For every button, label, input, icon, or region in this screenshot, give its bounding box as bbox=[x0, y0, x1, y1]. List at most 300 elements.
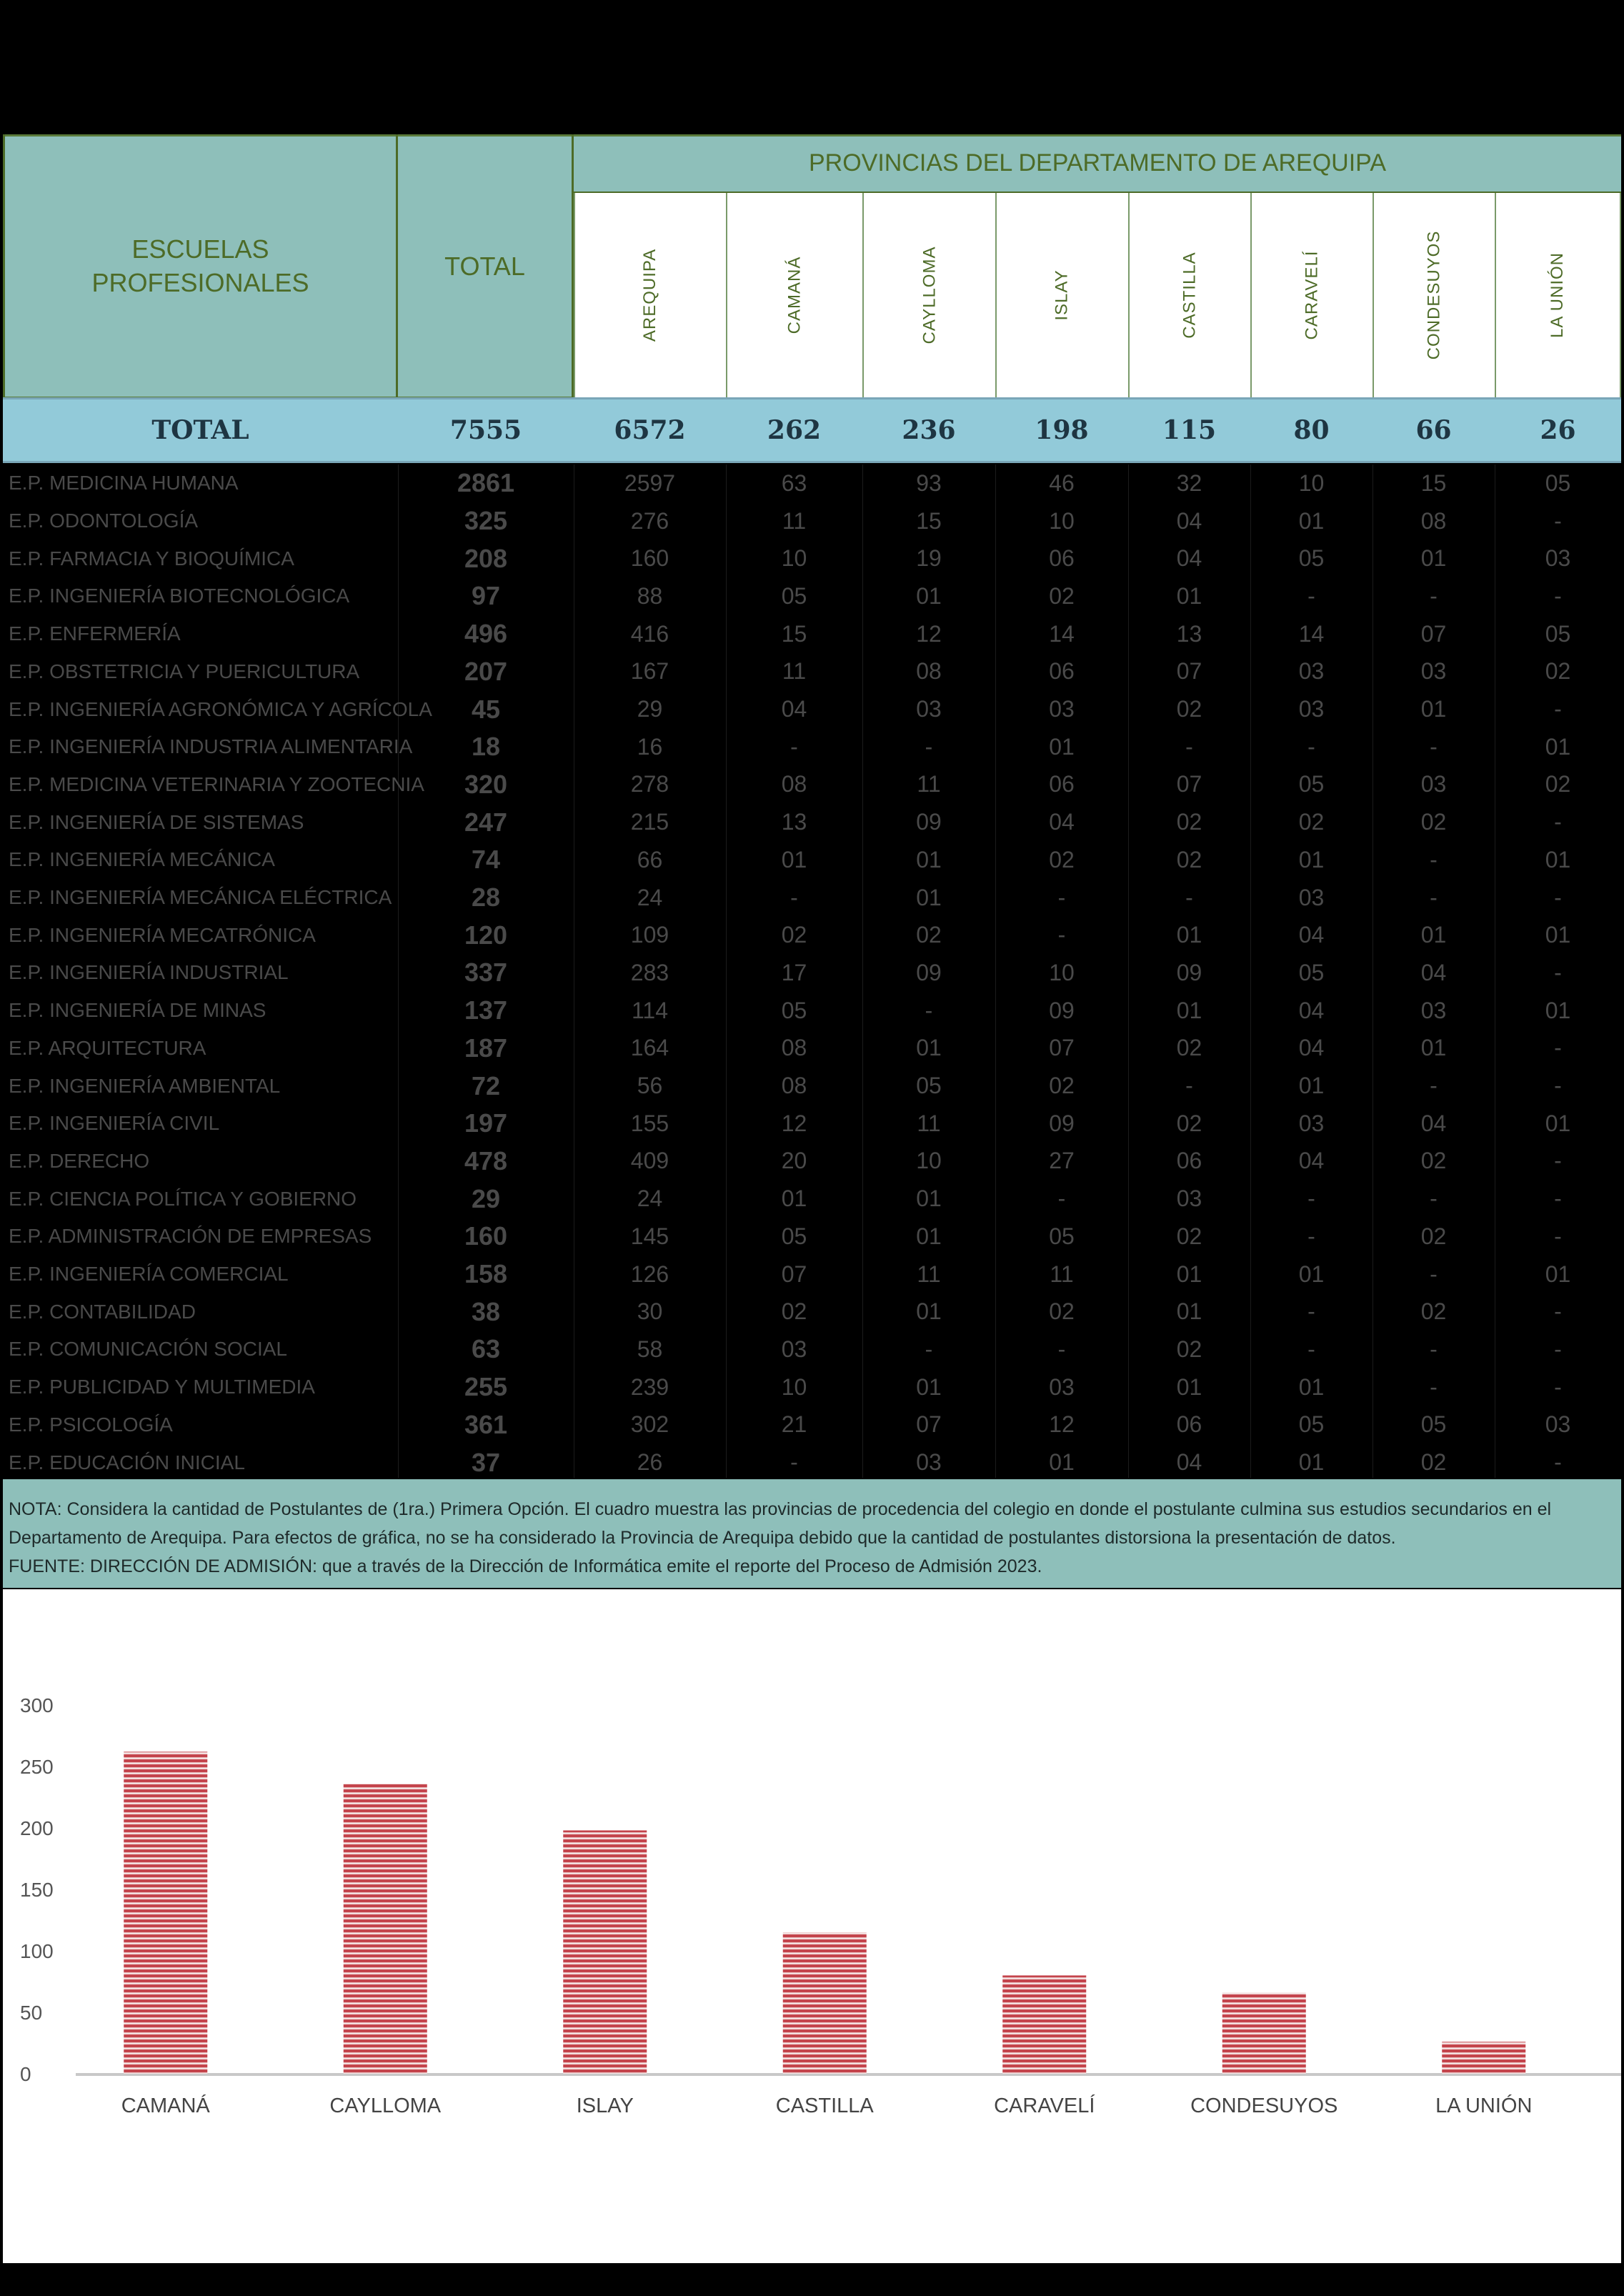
row-total-cell: 207 bbox=[464, 656, 508, 686]
province-value-cell: - bbox=[925, 1336, 933, 1362]
province-value-cell: 06 bbox=[1176, 1411, 1202, 1438]
row-total-cell: 97 bbox=[471, 581, 501, 611]
province-value-cell: 01 bbox=[1420, 1035, 1447, 1061]
province-value-cell: - bbox=[1185, 733, 1193, 760]
province-value-cell: 03 bbox=[781, 1336, 807, 1362]
x-category-label: LA UNIÓN bbox=[1435, 2094, 1533, 2117]
province-value-cell: 02 bbox=[781, 922, 807, 948]
province-value-cell: 03 bbox=[1049, 696, 1075, 722]
x-category-label: CAMANÁ bbox=[121, 2094, 210, 2117]
province-value-cell: 04 bbox=[1176, 1449, 1202, 1476]
total-row-value: 6572 bbox=[614, 415, 686, 445]
province-value-cell: 04 bbox=[1176, 507, 1202, 534]
province-value-cell: 02 bbox=[1545, 771, 1571, 797]
province-label: ISLAY bbox=[1052, 269, 1072, 321]
table-row bbox=[3, 577, 1621, 615]
province-value-cell: 12 bbox=[1049, 1411, 1075, 1438]
province-value-cell: 05 bbox=[1049, 1223, 1075, 1249]
province-col-la-union bbox=[1495, 193, 1621, 397]
province-value-cell: - bbox=[1430, 1186, 1438, 1212]
row-total-cell: 29 bbox=[471, 1183, 501, 1213]
province-value-cell: - bbox=[1307, 1223, 1315, 1249]
row-total-cell: 325 bbox=[464, 506, 508, 536]
school-name: E.P. ENFERMERÍA bbox=[9, 622, 181, 645]
bar bbox=[344, 1784, 427, 2074]
school-name: E.P. DERECHO bbox=[9, 1149, 150, 1172]
province-value-cell: 160 bbox=[630, 545, 669, 572]
province-value-cell: 01 bbox=[1298, 846, 1325, 873]
province-value-cell: 03 bbox=[1298, 658, 1325, 685]
province-value-cell: 05 bbox=[781, 1223, 807, 1249]
province-value-cell: 02 bbox=[1176, 809, 1202, 835]
row-total-cell: 478 bbox=[464, 1145, 508, 1176]
row-total-cell: 208 bbox=[464, 543, 508, 573]
province-value-cell: 01 bbox=[916, 1186, 942, 1212]
row-total-cell: 197 bbox=[464, 1108, 508, 1138]
table-row bbox=[3, 1030, 1621, 1068]
row-total-cell: 496 bbox=[464, 619, 508, 649]
province-value-cell: - bbox=[1430, 846, 1438, 873]
total-row-total: 7555 bbox=[449, 415, 522, 445]
province-value-cell: - bbox=[1430, 1261, 1438, 1287]
province-label: CASTILLA bbox=[1180, 252, 1200, 339]
note-line: NOTA: Considera la cantidad de Postulantes de (1ra.) Primera Opción. El cuadro muestra las provincias de procedencia del colegio en donde el postulante culmina sus estudios secundarios en el bbox=[9, 1499, 1552, 1519]
province-value-cell: 01 bbox=[1545, 733, 1571, 760]
table-row bbox=[3, 916, 1621, 954]
province-value-cell: 07 bbox=[1420, 620, 1447, 647]
table-row bbox=[3, 615, 1621, 653]
province-value-cell: 109 bbox=[630, 922, 669, 948]
school-name: E.P. INGENIERÍA INDUSTRIAL bbox=[9, 961, 289, 984]
province-value-cell: - bbox=[1307, 582, 1315, 609]
province-value-cell: 02 bbox=[1420, 809, 1447, 835]
province-value-cell: 01 bbox=[1176, 1373, 1202, 1400]
header-total-label: TOTAL bbox=[444, 251, 525, 281]
province-value-cell: 01 bbox=[1545, 1261, 1571, 1287]
province-value-cell: - bbox=[1554, 1336, 1562, 1362]
province-value-cell: 01 bbox=[1176, 1261, 1202, 1287]
province-value-cell: 24 bbox=[637, 1186, 663, 1212]
province-value-cell: - bbox=[790, 733, 798, 760]
province-value-cell: - bbox=[790, 884, 798, 910]
province-value-cell: 215 bbox=[630, 809, 669, 835]
province-value-cell: 04 bbox=[1298, 922, 1325, 948]
province-value-cell: 11 bbox=[917, 771, 941, 797]
province-value-cell: - bbox=[1554, 582, 1562, 609]
province-value-cell: 88 bbox=[637, 582, 663, 609]
province-value-cell: 11 bbox=[1050, 1261, 1074, 1287]
school-name: E.P. CIENCIA POLÍTICA Y GOBIERNO bbox=[9, 1187, 357, 1210]
table-row bbox=[3, 766, 1621, 804]
province-value-cell: 05 bbox=[781, 582, 807, 609]
table-row bbox=[3, 1256, 1621, 1293]
province-value-cell: 05 bbox=[1545, 620, 1571, 647]
province-value-cell: 07 bbox=[1049, 1035, 1075, 1061]
row-total-cell: 160 bbox=[464, 1221, 508, 1251]
province-value-cell: 05 bbox=[1420, 1411, 1447, 1438]
school-name: E.P. INGENIERÍA INDUSTRIA ALIMENTARIA bbox=[9, 735, 413, 758]
province-value-cell: 409 bbox=[630, 1148, 669, 1174]
row-total-cell: 74 bbox=[471, 845, 501, 875]
x-category-label: ISLAY bbox=[576, 2094, 634, 2117]
row-total-cell: 38 bbox=[471, 1296, 501, 1326]
school-name: E.P. INGENIERÍA BIOTECNOLÓGICA bbox=[9, 585, 350, 607]
school-name: E.P. INGENIERÍA MECÁNICA bbox=[9, 848, 275, 871]
province-value-cell: 02 bbox=[1176, 1223, 1202, 1249]
province-value-cell: 16 bbox=[637, 733, 663, 760]
province-value-cell: 32 bbox=[1176, 469, 1202, 496]
province-value-cell: 17 bbox=[781, 959, 807, 985]
province-value-cell: 26 bbox=[637, 1449, 663, 1476]
province-value-cell: 29 bbox=[637, 696, 663, 722]
province-label: CAMANÁ bbox=[784, 256, 804, 334]
y-tick-label: 0 bbox=[20, 2063, 31, 2085]
province-value-cell: - bbox=[1185, 1073, 1193, 1099]
province-value-cell: 01 bbox=[1176, 582, 1202, 609]
province-value-cell: 01 bbox=[1176, 997, 1202, 1023]
province-value-cell: 05 bbox=[916, 1073, 942, 1099]
province-value-cell: 416 bbox=[630, 620, 669, 647]
province-value-cell: - bbox=[1554, 507, 1562, 534]
row-total-cell: 28 bbox=[471, 883, 501, 913]
province-value-cell: 10 bbox=[1298, 469, 1325, 496]
province-value-cell: 09 bbox=[1049, 1110, 1075, 1136]
province-value-cell: 01 bbox=[1298, 507, 1325, 534]
province-value-cell: 114 bbox=[631, 997, 668, 1023]
province-value-cell: 02 bbox=[1176, 1110, 1202, 1136]
province-value-cell: 03 bbox=[1420, 997, 1447, 1023]
x-category-label: CONDESUYOS bbox=[1190, 2094, 1338, 2117]
province-value-cell: 01 bbox=[1298, 1373, 1325, 1400]
school-name: E.P. COMUNICACIÓN SOCIAL bbox=[9, 1338, 288, 1361]
total-row bbox=[3, 397, 1621, 463]
province-value-cell: 08 bbox=[781, 771, 807, 797]
row-total-cell: 137 bbox=[464, 995, 508, 1025]
province-value-cell: - bbox=[1554, 1373, 1562, 1400]
province-value-cell: 278 bbox=[630, 771, 669, 797]
province-value-cell: 06 bbox=[1049, 545, 1075, 572]
province-value-cell: 09 bbox=[916, 959, 942, 985]
province-col-islay bbox=[995, 193, 1128, 397]
school-name: E.P. ADMINISTRACIÓN DE EMPRESAS bbox=[9, 1225, 372, 1248]
province-value-cell: 167 bbox=[630, 658, 669, 685]
province-value-cell: 03 bbox=[916, 1449, 942, 1476]
province-value-cell: - bbox=[1554, 1035, 1562, 1061]
province-value-cell: 21 bbox=[781, 1411, 807, 1438]
y-tick-label: 100 bbox=[20, 1940, 54, 1962]
province-value-cell: 08 bbox=[1420, 507, 1447, 534]
province-value-cell: 03 bbox=[1545, 545, 1571, 572]
province-value-cell: 13 bbox=[1176, 620, 1202, 647]
province-value-cell: 07 bbox=[1176, 658, 1202, 685]
province-value-cell: 04 bbox=[1049, 809, 1075, 835]
province-value-cell: 12 bbox=[916, 620, 942, 647]
province-value-cell: 19 bbox=[916, 545, 942, 572]
province-value-cell: 15 bbox=[781, 620, 807, 647]
province-value-cell: 56 bbox=[637, 1073, 663, 1099]
province-col-arequipa bbox=[574, 193, 726, 397]
province-value-cell: 04 bbox=[1176, 545, 1202, 572]
table-row bbox=[3, 1443, 1621, 1481]
province-value-cell: 27 bbox=[1049, 1148, 1075, 1174]
province-value-cell: 01 bbox=[916, 582, 942, 609]
source-line: FUENTE: DIRECCIÓN DE ADMISIÓN: que a través de la Dirección de Informática emite el reporte del Proceso de Admisión 2023. bbox=[9, 1556, 1042, 1576]
row-total-cell: 158 bbox=[464, 1259, 508, 1289]
x-category-label: CARAVELÍ bbox=[994, 2094, 1095, 2117]
province-value-cell: 14 bbox=[1049, 620, 1075, 647]
province-label: AREQUIPA bbox=[640, 248, 660, 342]
province-value-cell: 04 bbox=[1298, 997, 1325, 1023]
province-value-cell: 01 bbox=[781, 846, 807, 873]
row-total-cell: 320 bbox=[464, 769, 508, 799]
province-value-cell: 07 bbox=[781, 1261, 807, 1287]
row-total-cell: 255 bbox=[464, 1372, 508, 1402]
school-name: E.P. ARQUITECTURA bbox=[9, 1036, 206, 1059]
school-name: E.P. INGENIERÍA DE MINAS bbox=[9, 999, 266, 1022]
province-value-cell: - bbox=[790, 1449, 798, 1476]
table-row bbox=[3, 1143, 1621, 1181]
y-tick-label: 300 bbox=[20, 1694, 54, 1716]
province-label: LA UNIÓN bbox=[1548, 252, 1568, 339]
province-label: CAYLLOMA bbox=[920, 246, 939, 344]
province-value-cell: - bbox=[1057, 922, 1066, 948]
school-name: E.P. CONTABILIDAD bbox=[9, 1300, 196, 1323]
province-value-cell: 02 bbox=[1049, 846, 1075, 873]
row-total-cell: 247 bbox=[464, 807, 508, 837]
province-value-cell: 03 bbox=[1420, 771, 1447, 797]
school-name: E.P. PUBLICIDAD Y MULTIMEDIA bbox=[9, 1376, 315, 1398]
table-row bbox=[3, 1293, 1621, 1331]
province-value-cell: 63 bbox=[781, 469, 807, 496]
province-value-cell: - bbox=[1057, 1186, 1066, 1212]
province-value-cell: 02 bbox=[781, 1298, 807, 1325]
total-row-value: 115 bbox=[1162, 415, 1217, 445]
province-value-cell: 02 bbox=[1049, 1073, 1075, 1099]
province-value-cell: 09 bbox=[916, 809, 942, 835]
province-value-cell: 09 bbox=[1176, 959, 1202, 985]
province-value-cell: 03 bbox=[916, 696, 942, 722]
row-total-cell: 337 bbox=[464, 958, 508, 988]
province-value-cell: - bbox=[925, 997, 933, 1023]
province-value-cell: 08 bbox=[916, 658, 942, 685]
total-row-value: 198 bbox=[1035, 415, 1089, 445]
province-col-camana bbox=[726, 193, 862, 397]
province-value-cell: 05 bbox=[1298, 1411, 1325, 1438]
province-value-cell: - bbox=[1554, 1223, 1562, 1249]
province-value-cell: - bbox=[1554, 696, 1562, 722]
province-value-cell: - bbox=[1430, 1336, 1438, 1362]
province-value-cell: 05 bbox=[1298, 771, 1325, 797]
bar bbox=[1002, 1975, 1086, 2074]
province-value-cell: 11 bbox=[917, 1261, 941, 1287]
province-value-cell: - bbox=[1554, 959, 1562, 985]
province-value-cell: - bbox=[1430, 733, 1438, 760]
province-value-cell: 46 bbox=[1049, 469, 1075, 496]
table-row bbox=[3, 464, 1621, 502]
province-value-cell: - bbox=[1430, 1373, 1438, 1400]
province-value-cell: 01 bbox=[916, 1223, 942, 1249]
province-value-cell: 08 bbox=[781, 1073, 807, 1099]
province-value-cell: 13 bbox=[781, 809, 807, 835]
province-value-cell: 01 bbox=[916, 846, 942, 873]
province-value-cell: 02 bbox=[1420, 1223, 1447, 1249]
province-value-cell: 15 bbox=[916, 507, 942, 534]
province-value-cell: 02 bbox=[1298, 809, 1325, 835]
header-total bbox=[398, 134, 574, 399]
province-value-cell: 283 bbox=[630, 959, 669, 985]
y-tick-label: 250 bbox=[20, 1756, 54, 1778]
table-row bbox=[3, 1406, 1621, 1444]
chart-panel bbox=[3, 1589, 1621, 2263]
province-value-cell: 04 bbox=[1298, 1148, 1325, 1174]
school-name: E.P. ODONTOLOGÍA bbox=[9, 510, 199, 532]
province-value-cell: 03 bbox=[1298, 696, 1325, 722]
province-value-cell: 01 bbox=[1298, 1449, 1325, 1476]
note-line: Departamento de Arequipa. Para efectos de gráfica, no se ha considerado la Provincia de Arequipa debido que la cantidad de postulantes distorsiona la presentación de datos. bbox=[9, 1528, 1396, 1548]
province-value-cell: 02 bbox=[1420, 1148, 1447, 1174]
province-value-cell: 02 bbox=[1049, 1298, 1075, 1325]
province-label: CONDESUYOS bbox=[1424, 230, 1444, 360]
school-name: E.P. PSICOLOGÍA bbox=[9, 1413, 173, 1436]
table-row bbox=[3, 690, 1621, 728]
province-value-cell: 10 bbox=[916, 1148, 942, 1174]
table-row bbox=[3, 954, 1621, 992]
province-value-cell: 01 bbox=[1049, 733, 1075, 760]
province-value-cell: 01 bbox=[1176, 922, 1202, 948]
province-value-cell: 02 bbox=[1176, 1035, 1202, 1061]
row-total-cell: 63 bbox=[471, 1334, 501, 1364]
table-row bbox=[3, 879, 1621, 917]
school-name: E.P. INGENIERÍA AGRONÓMICA Y AGRÍCOLA bbox=[9, 697, 432, 720]
province-value-cell: - bbox=[1307, 733, 1315, 760]
province-col-castilla bbox=[1128, 193, 1250, 397]
province-value-cell: 01 bbox=[1545, 922, 1571, 948]
province-value-cell: 02 bbox=[1176, 1336, 1202, 1362]
province-value-cell: 01 bbox=[1176, 1298, 1202, 1325]
province-value-cell: - bbox=[1554, 884, 1562, 910]
province-value-cell: 10 bbox=[781, 1373, 807, 1400]
school-name: E.P. INGENIERÍA CIVIL bbox=[9, 1112, 220, 1135]
province-value-cell: 14 bbox=[1298, 620, 1325, 647]
table-row bbox=[3, 653, 1621, 691]
province-value-cell: 02 bbox=[1049, 582, 1075, 609]
y-tick-label: 150 bbox=[20, 1879, 54, 1901]
row-total-cell: 72 bbox=[471, 1070, 501, 1100]
note-box bbox=[3, 1479, 1621, 1588]
province-value-cell: 05 bbox=[781, 997, 807, 1023]
province-value-cell: 01 bbox=[1049, 1449, 1075, 1476]
province-value-cell: 01 bbox=[916, 884, 942, 910]
province-value-cell: - bbox=[1554, 1186, 1562, 1212]
total-row-value: 262 bbox=[767, 415, 822, 445]
province-value-cell: 01 bbox=[781, 1186, 807, 1212]
province-value-cell: 02 bbox=[1176, 846, 1202, 873]
province-value-cell: - bbox=[1057, 884, 1066, 910]
province-value-cell: - bbox=[1307, 1186, 1315, 1212]
province-value-cell: 01 bbox=[916, 1373, 942, 1400]
province-col-caraveli bbox=[1250, 193, 1373, 397]
y-tick-label: 50 bbox=[20, 2002, 43, 2024]
province-label: CARAVELÍ bbox=[1302, 250, 1322, 340]
province-value-cell: 58 bbox=[637, 1336, 663, 1362]
province-value-cell: 01 bbox=[1420, 545, 1447, 572]
province-value-cell: 04 bbox=[1420, 959, 1447, 985]
province-value-cell: 66 bbox=[637, 846, 663, 873]
school-name: E.P. MEDICINA HUMANA bbox=[9, 472, 239, 495]
province-value-cell: 02 bbox=[1420, 1298, 1447, 1325]
row-total-cell: 361 bbox=[464, 1409, 508, 1439]
header-schools-line2: PROFESIONALES bbox=[91, 268, 309, 297]
school-name: E.P. INGENIERÍA MECATRÓNICA bbox=[9, 923, 316, 946]
provinces-title-text: PROVINCIAS DEL DEPARTAMENTO DE AREQUIPA bbox=[809, 149, 1386, 177]
province-value-cell: 01 bbox=[1545, 1110, 1571, 1136]
province-value-cell: 07 bbox=[916, 1411, 942, 1438]
province-value-cell: 11 bbox=[782, 658, 807, 685]
province-value-cell: 05 bbox=[1298, 959, 1325, 985]
table-row bbox=[3, 803, 1621, 841]
province-value-cell: 09 bbox=[1049, 997, 1075, 1023]
total-row-value: 26 bbox=[1540, 415, 1576, 445]
x-category-label: CAYLLOMA bbox=[329, 2094, 442, 2117]
y-tick-label: 200 bbox=[20, 1817, 54, 1839]
province-value-cell: 10 bbox=[781, 545, 807, 572]
province-value-cell: 03 bbox=[1049, 1373, 1075, 1400]
province-value-cell: 10 bbox=[1049, 507, 1075, 534]
x-category-label: CASTILLA bbox=[775, 2094, 874, 2117]
province-value-cell: - bbox=[1430, 884, 1438, 910]
province-value-cell: 155 bbox=[630, 1110, 669, 1136]
school-name: E.P. INGENIERÍA AMBIENTAL bbox=[9, 1074, 281, 1097]
row-total-cell: 187 bbox=[464, 1033, 508, 1063]
row-total-cell: 37 bbox=[471, 1447, 501, 1477]
province-value-cell: 11 bbox=[782, 507, 807, 534]
province-value-cell: 03 bbox=[1176, 1186, 1202, 1212]
province-value-cell: 11 bbox=[917, 1110, 941, 1136]
province-value-cell: - bbox=[1430, 582, 1438, 609]
bar bbox=[1222, 1992, 1306, 2074]
table-row bbox=[3, 540, 1621, 577]
province-value-cell: 01 bbox=[916, 1298, 942, 1325]
province-value-cell: 02 bbox=[916, 922, 942, 948]
header-schools-line1: ESCUELAS bbox=[131, 234, 269, 264]
province-value-cell: 06 bbox=[1176, 1148, 1202, 1174]
table-row bbox=[3, 1067, 1621, 1105]
table-row bbox=[3, 992, 1621, 1030]
table-row bbox=[3, 1218, 1621, 1256]
bar bbox=[124, 1751, 207, 2074]
province-value-cell: 05 bbox=[1298, 545, 1325, 572]
province-value-cell: - bbox=[1554, 1073, 1562, 1099]
province-value-cell: 01 bbox=[1420, 696, 1447, 722]
province-value-cell: 03 bbox=[1298, 1110, 1325, 1136]
province-value-cell: 02 bbox=[1545, 658, 1571, 685]
province-value-cell: 15 bbox=[1420, 469, 1447, 496]
school-name: E.P. INGENIERÍA COMERCIAL bbox=[9, 1263, 289, 1286]
province-value-cell: 302 bbox=[630, 1411, 669, 1438]
province-value-cell: - bbox=[925, 733, 933, 760]
province-value-cell: 24 bbox=[637, 884, 663, 910]
province-value-cell: 03 bbox=[1420, 658, 1447, 685]
school-name: E.P. EDUCACIÓN INICIAL bbox=[9, 1451, 245, 1473]
school-name: E.P. MEDICINA VETERINARIA Y ZOOTECNIA bbox=[9, 772, 424, 795]
province-col-caylloma bbox=[862, 193, 995, 397]
province-value-cell: 01 bbox=[916, 1035, 942, 1061]
province-col-condesuyos bbox=[1373, 193, 1495, 397]
bar bbox=[1442, 2042, 1525, 2074]
row-total-cell: 18 bbox=[471, 732, 501, 762]
province-value-cell: - bbox=[1307, 1336, 1315, 1362]
province-value-cell: 145 bbox=[630, 1223, 669, 1249]
